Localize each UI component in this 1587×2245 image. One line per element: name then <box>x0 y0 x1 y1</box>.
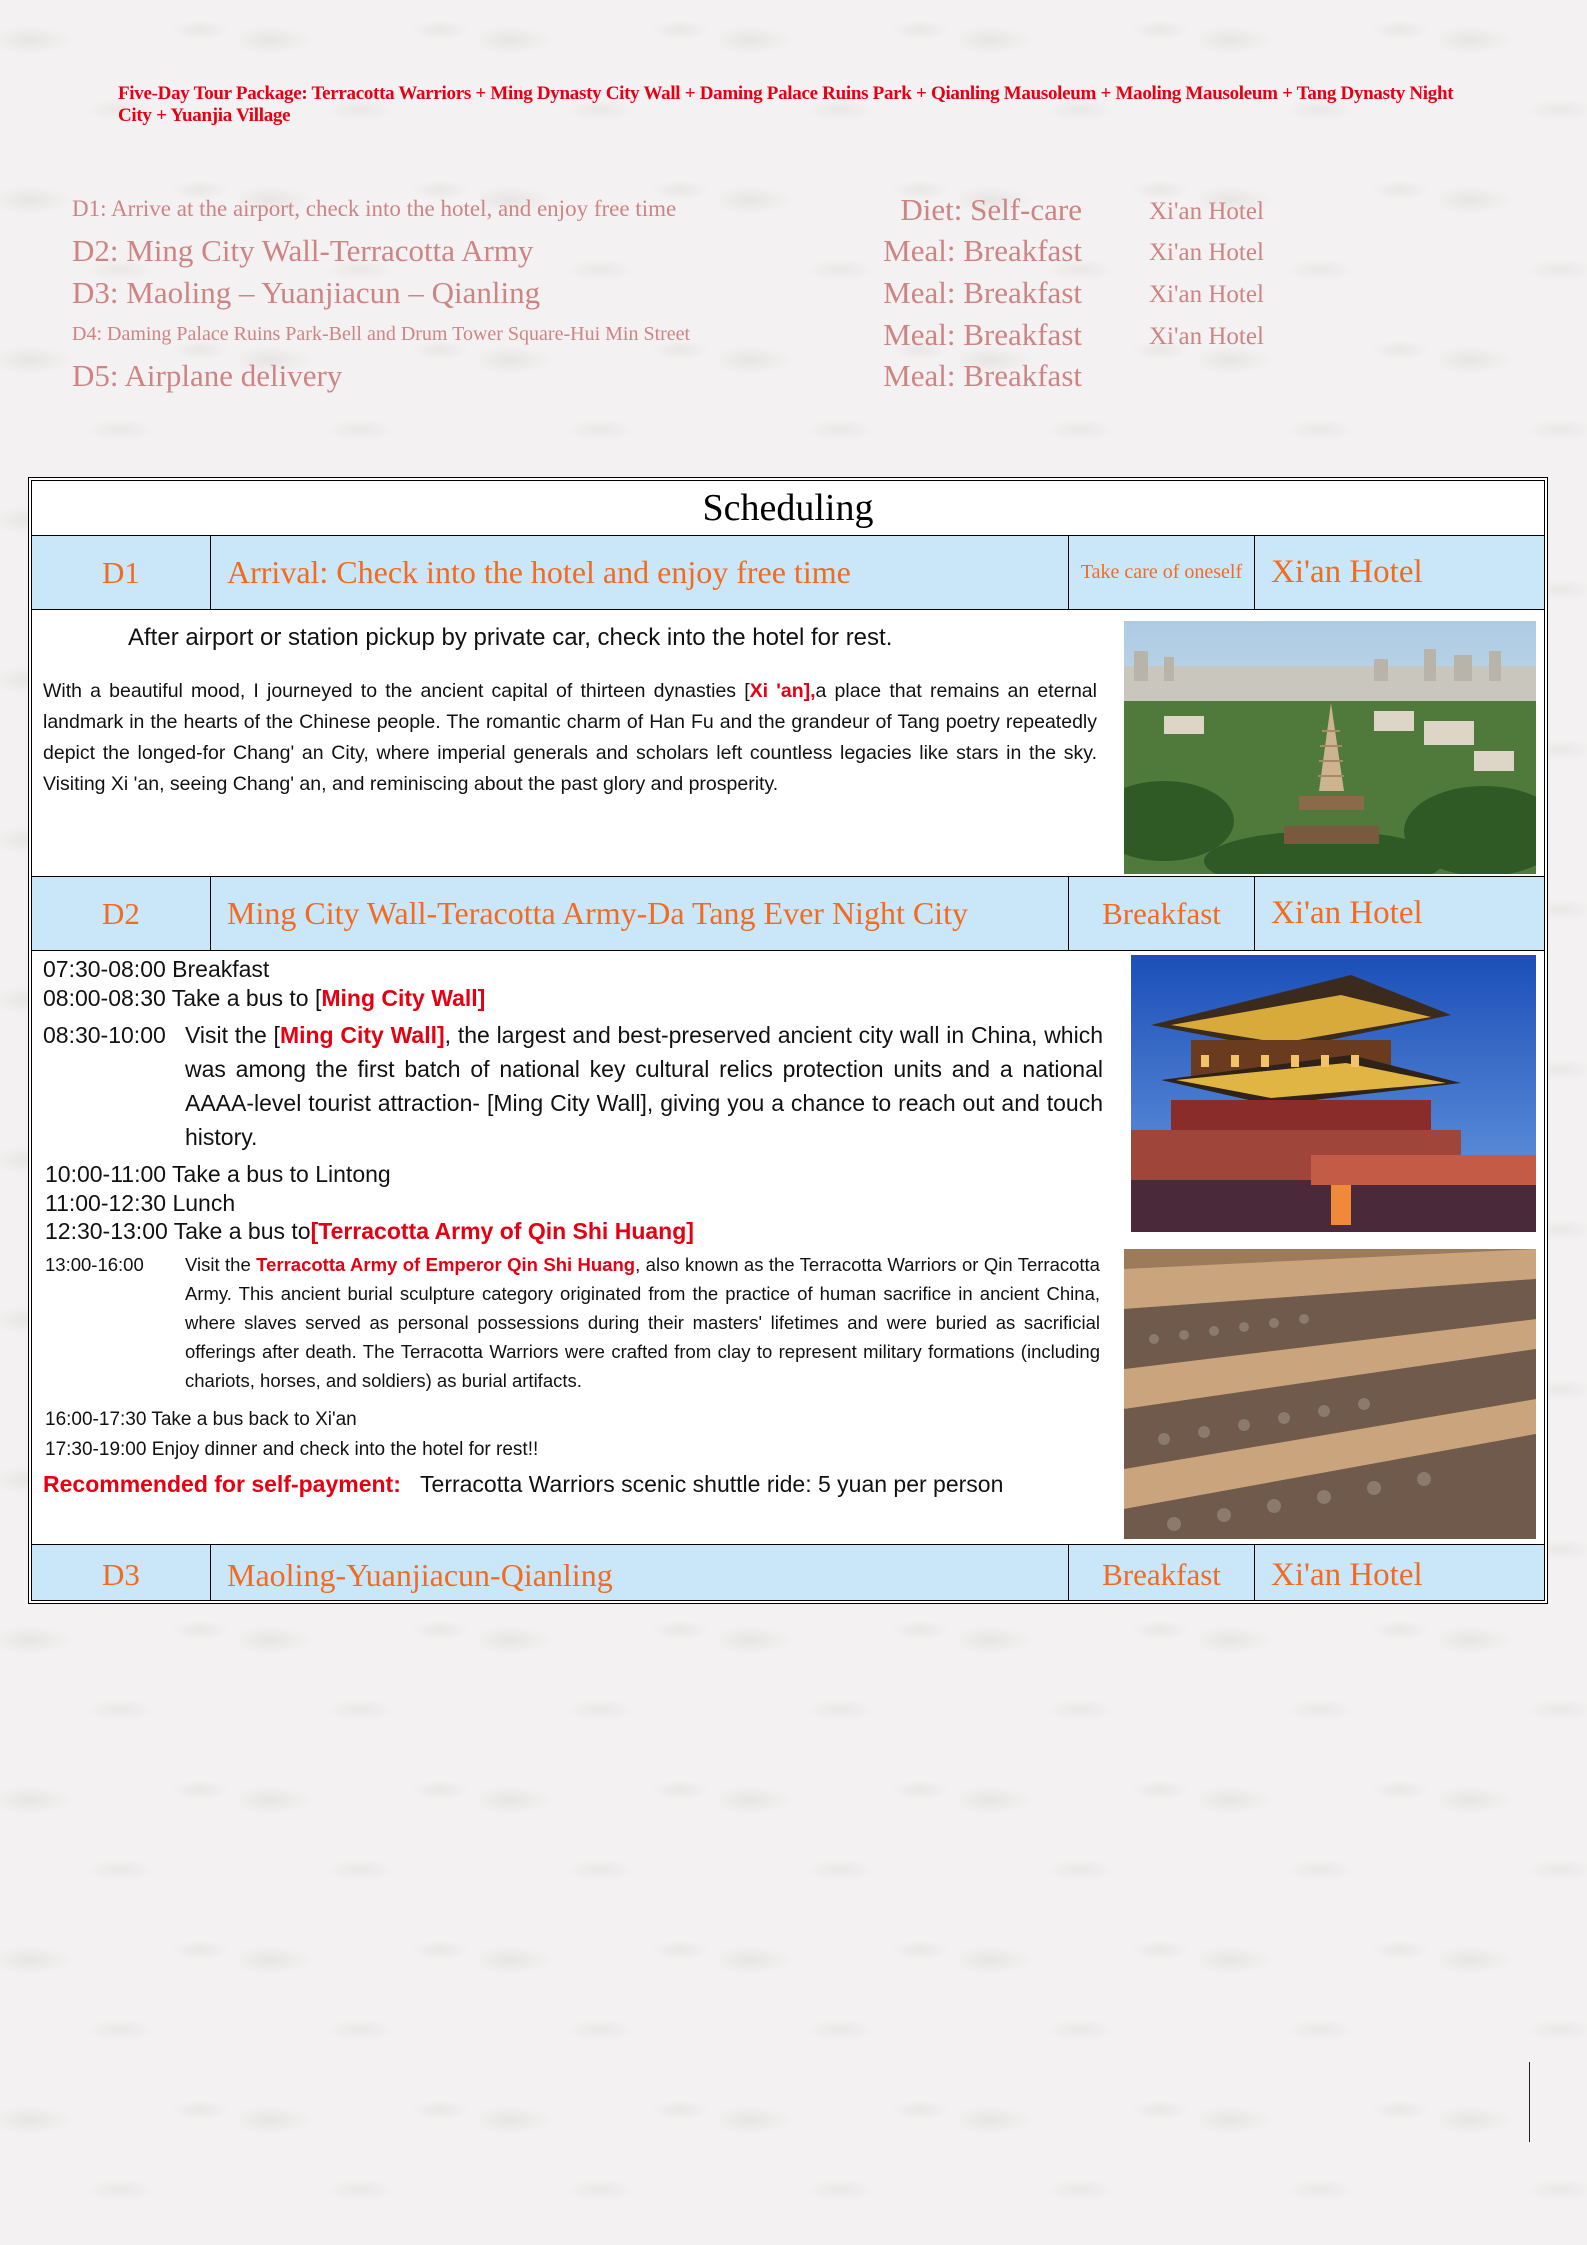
overview-day: D1: Arrive at the airport, check into the hotel, and enjoy free time <box>72 196 677 221</box>
schedule-table <box>28 477 1548 1604</box>
d2-line-dinner: 17:30-19:00 Enjoy dinner and check into the hotel for rest!! <box>45 1439 539 1460</box>
day-meal: Breakfast <box>1069 877 1255 950</box>
d1-para-pre: With a beautiful mood, I journeyed to the ancient capital of thirteen dynasties [ <box>43 680 750 702</box>
overview-row-d2 <box>0 233 1587 275</box>
day-header-d3 <box>32 1545 1544 1604</box>
d2-l7-pre: Visit the <box>185 1254 257 1275</box>
tour-title: Five-Day Tour Package: Terracotta Warriors + Ming Dynasty City Wall + Daming Palace Ruins Park + Qianling Mausoleum + Maoling Mausoleum + Tang Dynasty Night City + Yuanjia Village <box>118 83 1454 126</box>
day-label: D3 <box>32 1545 211 1604</box>
day-meal: Breakfast <box>1069 1545 1255 1604</box>
d2-l7-body <box>185 1250 1100 1395</box>
d2-l3-body <box>185 1018 1103 1154</box>
d1-paragraph <box>43 676 1097 800</box>
ming-city-wall-photo <box>1131 955 1536 1232</box>
overview-meal: Meal: Breakfast <box>883 275 1082 310</box>
d2-line-lintong: 10:00-11:00 Take a bus to Lintong <box>45 1161 391 1187</box>
d2-line-bus-army <box>45 1218 694 1245</box>
day-hotel: Xi'an Hotel <box>1271 1556 1423 1593</box>
overview-day: D3: Maoling – Yuanjiacun – Qianling <box>72 275 541 310</box>
day-route: Maoling-Yuanjiacun-Qianling <box>211 1545 1069 1604</box>
overview-day: D5: Airplane delivery <box>72 358 343 393</box>
overview-hotel: Xi'an Hotel <box>1149 281 1264 308</box>
d2-l3-pre: Visit the [ <box>185 1022 280 1048</box>
d2-line-bus-wall <box>43 985 485 1012</box>
d2-line-visit-wall <box>43 1018 1103 1154</box>
overview-row-d1 <box>0 192 1587 234</box>
xian-city-aerial-photo <box>1124 621 1536 874</box>
d2-l6-highlight: [Terracotta Army of Qin Shi Huang] <box>310 1218 694 1244</box>
day-route: Ming City Wall-Teracotta Army-Da Tang Ever Night City <box>211 877 1069 950</box>
day-label: D2 <box>32 877 211 950</box>
d2-l7-highlight: Terracotta Army of Emperor Qin Shi Huang <box>256 1254 636 1275</box>
page-margin-line <box>1529 2062 1530 2142</box>
overview-meal: Diet: Self-care <box>900 192 1082 227</box>
day-content-d1 <box>32 610 1544 877</box>
day-hotel: Xi'an Hotel <box>1271 554 1423 590</box>
d2-l3-highlight: Ming City Wall] <box>279 1022 445 1048</box>
d2-l3-time: 08:30-10:00 <box>43 1022 166 1048</box>
d1-para-post: a place that remains an eternal landmark in the hearts of the Chinese people. The romantic charm of Han Fu and the grandeur of Tang poetry repeatedly depict the longed-for Chang' an City, where imperial generals and scholars left countless legacies like stars in the sky. Visiting Xi 'an, seeing Chang' an, and reminiscing about the past glory and prosperity. <box>43 680 1097 795</box>
overview-meal: Meal: Breakfast <box>883 317 1082 352</box>
d1-para-highlight: Xi 'an], <box>749 680 816 702</box>
d2-l2-text: 08:00-08:30 Take a bus to [ <box>43 985 322 1011</box>
d2-line-lunch: 11:00-12:30 Lunch <box>45 1190 236 1216</box>
day-header-d2 <box>32 877 1544 951</box>
terracotta-army-photo <box>1124 1249 1536 1539</box>
overview-meal: Meal: Breakfast <box>883 233 1082 268</box>
overview-day: D4: Daming Palace Ruins Park-Bell and Drum Tower Square-Hui Min Street <box>72 323 691 345</box>
d2-l7-time: 13:00-16:00 <box>45 1254 144 1275</box>
overview-row-d3 <box>0 275 1587 317</box>
schedule-heading: Scheduling <box>32 481 1544 536</box>
day-route: Arrival: Check into the hotel and enjoy free time <box>211 536 1069 609</box>
overview-row-d4 <box>0 317 1587 359</box>
d2-l7-post: , also known as the Terracotta Warriors or Qin Terracotta Army. This ancient burial sculpture category originated from the practice of human sacrifice in ancient China, where slaves served as personal possessions during their masters' lifetimes and were buried as sacrificial offerings after death. The Terracotta Warriors were crafted from clay to represent military formations (including chariots, horses, and soldiers) as burial artifacts. <box>185 1254 1100 1391</box>
overview-hotel: Xi'an Hotel <box>1149 239 1264 266</box>
recommendation-text: Terracotta Warriors scenic shuttle ride: 5 yuan per person <box>420 1471 1004 1497</box>
d2-recommendation <box>43 1471 1003 1498</box>
overview-day: D2: Ming City Wall-Terracotta Army <box>72 233 534 268</box>
d2-l3-post: , the largest and best-preserved ancient city wall in China, which was among the first batch of national key cultural relics protection units and a national AAAA-level tourist attraction- [Ming City Wall], giving you a chance to reach out and touch history. <box>185 1022 1104 1150</box>
d2-line-bus-back: 16:00-17:30 Take a bus back to Xi'an <box>45 1409 357 1430</box>
recommendation-label: Recommended for self-payment: <box>43 1471 401 1497</box>
d2-line-breakfast: 07:30-08:00 Breakfast <box>43 956 270 982</box>
d1-intro: After airport or station pickup by private car, check into the hotel for rest. <box>128 624 893 651</box>
overview-hotel: Xi'an Hotel <box>1149 323 1264 350</box>
day-label: D1 <box>32 536 211 609</box>
d2-l6-text: 12:30-13:00 Take a bus to <box>45 1218 311 1244</box>
overview-meal: Meal: Breakfast <box>883 358 1082 393</box>
overview-hotel: Xi'an Hotel <box>1149 198 1264 225</box>
day-hotel: Xi'an Hotel <box>1271 895 1423 931</box>
d2-line-visit-army <box>45 1250 1100 1395</box>
overview-row-d5 <box>0 358 1587 400</box>
day-content-d2 <box>32 951 1544 1545</box>
day-meal: Take care of oneself <box>1069 536 1255 609</box>
day-header-d1 <box>32 536 1544 610</box>
d2-l2-highlight: Ming City Wall] <box>321 985 486 1011</box>
